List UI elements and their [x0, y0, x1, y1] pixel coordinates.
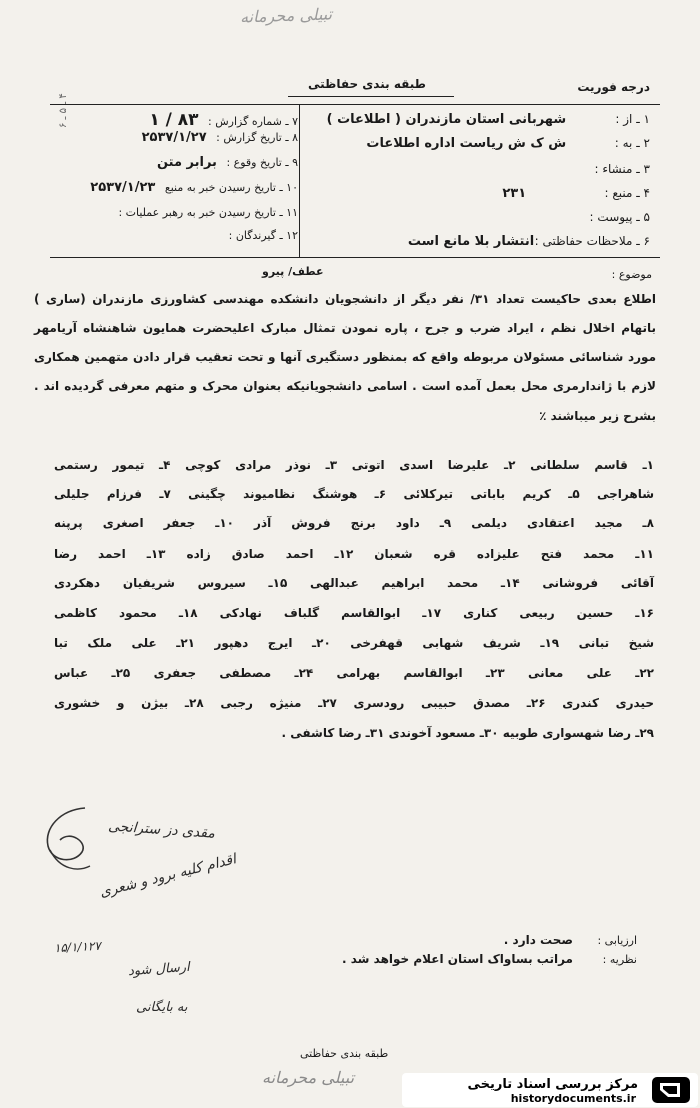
names-line-6: ۱۶ـ حسین ربیعی کناری ۱۷ـ ابوالقاسم گلباف نهادکی ۱۸ـ محمود کاظمی	[54, 606, 655, 620]
header-source-receipt-date: ۱۰ ـ تاریخ رسیدن خبر به منبع ۲۵۳۷/۱/۲۳	[90, 180, 298, 195]
names-line-3: ۸ـ مجید اعتقادی دیلمی ۹ـ داود برنج فروش آذر ۱۰ـ جعفر اصغری پرپنه	[54, 516, 654, 530]
header-origin: ۳ ـ منشاء :	[594, 162, 650, 176]
names-line-9: حیدری کندری ۲۶ـ مصدق حبیبی رودسری ۲۷ـ منیژه رجبی ۲۸ـ بیژن و خشوری	[54, 696, 654, 710]
names-line-4: ۱۱ـ محمد فتح علیزاده قره شعبان ۱۲ـ احمد صادق زاده ۱۳ـ احمد رضا	[54, 547, 654, 561]
header-attachment: ۵ ـ پیوست :	[589, 210, 650, 224]
names-line-5: آقائی فروشانی ۱۴ـ محمد ابراهیم عبدالهی ۱۵ـ سیروس شریفیان دهکردی	[54, 576, 655, 590]
header-source: ۴ ـ منبع : ۲۳۱	[502, 186, 650, 201]
subject-label: موضوع :	[611, 268, 652, 281]
review-value: صحت دارد .	[503, 933, 573, 947]
body-line-4: لازم با ژاندارمری محل بعمل آمده است . اسامی دانشجویانیکه بعنوان محرک و متهم معرفی گردیده اند .	[34, 379, 656, 393]
top-stamp: تبیلی محرمانه	[239, 4, 333, 27]
review-label: ارزیابی :	[597, 934, 637, 947]
names-line-7: شیخ تبانی ۱۹ـ شریف شهابی قهفرخی ۲۰ـ ایرج دهپور ۲۱ـ علی ملک تبا	[54, 636, 654, 650]
header-divider	[299, 104, 300, 257]
handwritten-note-2: اقدام کلیه برود و شعری	[98, 851, 238, 901]
header-to: ۲ ـ به : ش ک ش ریاست اداره اطلاعات	[366, 136, 650, 151]
body-line-2: باتهام اخلال نظم ، ایراد ضرب و جرح ، پاره نمودن تمثال مبارک اعلیحضرت همایون شاهنشاه آریامهر	[34, 321, 656, 335]
header-occurrence-date: ۹ ـ تاریخ وقوع : برابر متن	[156, 155, 298, 170]
body-line-1: اطلاع بعدی حاکیست تعداد ۳۱/ نفر دیگر از دانشجویان دانشکده مهندسی کشاورزی مازندران (ساری )	[34, 292, 656, 306]
header-security-notes: ۶ ـ ملاحظات حفاظتی : انتشار بلا مانع است	[407, 234, 650, 249]
handwritten-note-1: مقدی دز سترانجی	[107, 818, 216, 842]
header-report-date: ۸ ـ تاریخ گزارش : ۲۵۳۷/۱/۲۷	[141, 130, 298, 145]
classification-underline	[288, 96, 454, 97]
watermark-title: مرکز بررسی اسناد تاریخی	[467, 1077, 638, 1092]
header-report-number: ۷ ـ شماره گزارش : ۸۳ / ۱	[149, 110, 298, 130]
names-line-10: ۲۹ـ رضا شهسواری طوبیه ۳۰ـ مسعود آخوندی ۳۱ـ رضا کاشفی .	[281, 726, 654, 740]
header-recipients: ۱۲ ـ گیرندگان :	[228, 229, 298, 242]
signature-scribble	[30, 800, 110, 880]
names-line-1: ۱ـ قاسم سلطانی ۲ـ علیرضا اسدی اتوتی ۳ـ نوذر مرادی کوچی ۴ـ تیمور رستمی	[54, 458, 654, 472]
header-bottom-rule	[50, 257, 660, 258]
bottom-stamp: تبیلی محرمانه	[262, 1068, 355, 1087]
classification-top: طبقه بندی حفاظتی	[308, 77, 426, 91]
names-line-8: ۲۲ـ علی معانی ۲۳ـ ابوالقاسم بهرامی ۲۴ـ مصطفی جعفری ۲۵ـ عباس	[54, 666, 654, 680]
opinion-label: نظریه :	[602, 953, 637, 966]
margin-note: ۴ ـ ۵ ـ ۶	[58, 93, 69, 128]
reference-label: عطف/ پیرو	[262, 265, 324, 278]
header-from: ۱ ـ از : شهربانی استان مازندران ( اطلاعات )	[326, 112, 650, 127]
body-line-5: بشرح زیر میباشند ٪	[539, 409, 656, 423]
watermark-url: historydocuments.ir	[510, 1092, 636, 1105]
names-line-2: شاهراجی ۵ـ کریم باباتی تیرکلائی ۶ـ هوشنگ نظامیوند چگینی ۷ـ فرزام جلیلی	[54, 487, 655, 501]
archive-emblem-icon	[650, 1075, 692, 1105]
header-operation-receipt-date: ۱۱ ـ تاریخ رسیدن خبر به رهبر عملیات :	[118, 206, 298, 219]
opinion-value: مراتب بساواک استان اعلام خواهد شد .	[342, 952, 573, 966]
classification-bottom: طبقه بندی حفاظتی	[300, 1047, 389, 1060]
body-line-3: مورد شناسائی مسئولان مربوطه واقع که بمنظور دستگیری آنها و تحت تعقیب قرار دادن متهمین همکاری	[34, 350, 656, 364]
watermark-logo	[402, 1073, 698, 1107]
priority-label: درجه فوریت	[577, 80, 650, 94]
handwritten-date: ۱۵/۱/۱۲۷	[53, 938, 102, 956]
handwritten-note-3: ارسال شود	[127, 959, 191, 980]
header-top-rule	[50, 104, 660, 105]
handwritten-note-4: به بایگانی	[136, 1000, 188, 1015]
